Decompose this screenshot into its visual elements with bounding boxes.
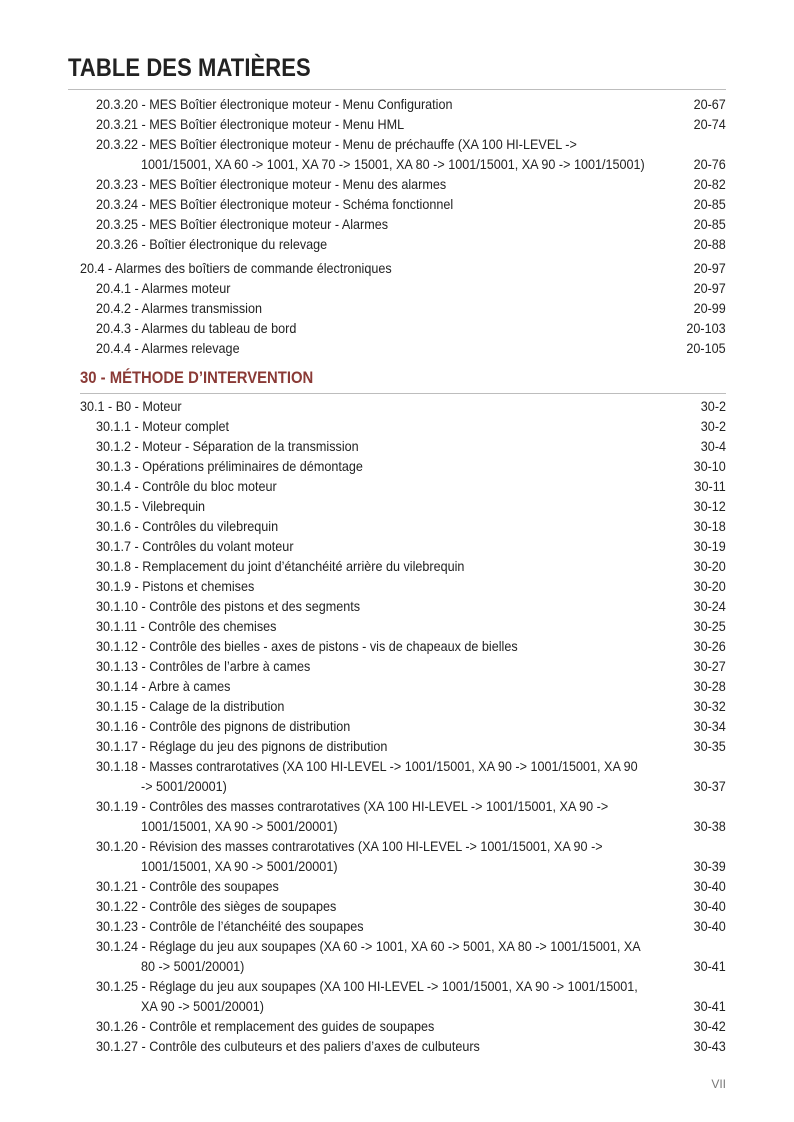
toc-entry[interactable]: [0, 636, 794, 656]
toc-entry-title: 80 -> 5001/20001): [141, 958, 245, 974]
toc-entry-title: 30.1.17 - Réglage du jeu des pignons de distribution: [96, 738, 388, 754]
toc-entry-title: 20.3.21 - MES Boîtier électronique moteur - Menu HML: [96, 116, 405, 132]
toc-entry-title: 30.1.3 - Opérations préliminaires de démontage: [96, 458, 363, 474]
toc-entry-title: 30.1.4 - Contrôle du bloc moteur: [96, 478, 277, 494]
toc-entry-page: 30-35: [693, 738, 726, 754]
toc-entry-page: 20-67: [693, 96, 726, 112]
toc-entry-title: 20.4 - Alarmes des boîtiers de commande électroniques: [80, 260, 392, 276]
toc-entry-title: 30.1.9 - Pistons et chemises: [96, 578, 255, 594]
toc-entry-title: 30.1.10 - Contrôle des pistons et des segments: [96, 598, 361, 614]
toc-entry-page: 30-41: [693, 998, 726, 1014]
toc-entry-title: 30.1.2 - Moteur - Séparation de la transmission: [96, 438, 359, 454]
toc-entry[interactable]: [0, 516, 794, 536]
toc-entry-page: 30-20: [693, 578, 726, 594]
toc-entry-page: 30-19: [693, 538, 726, 554]
toc-entry-continuation[interactable]: [0, 776, 794, 796]
toc-entry-page: 20-97: [693, 280, 726, 296]
toc-entry-title: 1001/15001, XA 90 -> 5001/20001): [141, 818, 338, 834]
toc-entry[interactable]: [0, 1036, 794, 1056]
toc-entry[interactable]: [0, 676, 794, 696]
toc-entry-title: 30.1.13 - Contrôles de l’arbre à cames: [96, 658, 311, 674]
toc-entry-page: 30-40: [693, 918, 726, 934]
toc-entry-title: 30.1.8 - Remplacement du joint d’étanchéité arrière du vilebrequin: [96, 558, 465, 574]
toc-entry[interactable]: [0, 258, 794, 278]
toc-entry[interactable]: [0, 134, 794, 154]
toc-entry[interactable]: [0, 496, 794, 516]
toc-entry-page: 20-97: [693, 260, 726, 276]
toc-entry[interactable]: [0, 556, 794, 576]
toc-entry-page: 30-28: [693, 678, 726, 694]
toc-entry[interactable]: [0, 396, 794, 416]
toc-entry-title: 30.1.21 - Contrôle des soupapes: [96, 878, 279, 894]
toc-entry-title: 30.1.1 - Moteur complet: [96, 418, 230, 434]
toc-entry-title: 30.1.18 - Masses contrarotatives (XA 100 HI-LEVEL -> 1001/15001, XA 90 -> 1001/15001, XA 90: [96, 758, 638, 774]
toc-entry-title: 30.1.11 - Contrôle des chemises: [96, 618, 277, 634]
toc-entry[interactable]: [0, 234, 794, 254]
toc-entry-page: 30-32: [693, 698, 726, 714]
toc-entry[interactable]: [0, 836, 794, 856]
toc-entry-title: 20.4.1 - Alarmes moteur: [96, 280, 231, 296]
toc-entry-continuation[interactable]: [0, 816, 794, 836]
toc-entry[interactable]: [0, 278, 794, 298]
toc-entry[interactable]: [0, 194, 794, 214]
toc-entry-page: 30-18: [693, 518, 726, 534]
toc-entry-page: 20-76: [693, 156, 726, 172]
toc-entry-page: 30-11: [694, 478, 726, 494]
toc-entry-page: 20-99: [693, 300, 726, 316]
toc-entry-title: 20.3.20 - MES Boîtier électronique moteur - Menu Configuration: [96, 96, 453, 112]
toc-entry-title: 20.4.3 - Alarmes du tableau de bord: [96, 320, 297, 336]
toc-entry-title: 20.3.22 - MES Boîtier électronique moteur - Menu de préchauffe (XA 100 HI-LEVEL ->: [96, 136, 577, 152]
toc-entry-page: 30-12: [693, 498, 726, 514]
toc-entry-continuation[interactable]: [0, 154, 794, 174]
toc-entry-title: XA 90 -> 5001/20001): [141, 998, 264, 1014]
toc-entry-title: 20.4.2 - Alarmes transmission: [96, 300, 262, 316]
toc-entry-title: 30.1.5 - Vilebrequin: [96, 498, 206, 514]
toc-entry[interactable]: [0, 796, 794, 816]
toc-entry-page: 30-10: [693, 458, 726, 474]
toc-entry-title: 30.1.16 - Contrôle des pignons de distribution: [96, 718, 351, 734]
toc-entry-page: 20-74: [693, 116, 726, 132]
toc-entry[interactable]: [0, 736, 794, 756]
toc-entry-title: 30.1.23 - Contrôle de l’étanchéité des soupapes: [96, 918, 364, 934]
toc-entry-page: 30-2: [700, 398, 726, 414]
toc-entry-page: 30-37: [693, 778, 726, 794]
toc-entry-title: 20.4.4 - Alarmes relevage: [96, 340, 240, 356]
toc-entry[interactable]: [0, 976, 794, 996]
toc-entry[interactable]: [0, 656, 794, 676]
toc-entry-title: 20.3.23 - MES Boîtier électronique moteur - Menu des alarmes: [96, 176, 447, 192]
toc-entry[interactable]: [0, 916, 794, 936]
toc-entry-title: 30.1.14 - Arbre à cames: [96, 678, 231, 694]
section-heading-30: 30 - MÉTHODE D’INTERVENTION: [80, 369, 314, 387]
toc-entry-title: 30.1.24 - Réglage du jeu aux soupapes (XA 60 -> 1001, XA 60 -> 5001, XA 80 -> 1001/15001, XA: [96, 938, 641, 954]
toc-entry-title: 30.1.22 - Contrôle des sièges de soupapes: [96, 898, 337, 914]
toc-entry[interactable]: [0, 338, 794, 358]
toc-entry-page: 20-103: [686, 320, 726, 336]
toc-entry-title: 30.1.27 - Contrôle des culbuteurs et des paliers d’axes de culbuteurs: [96, 1038, 480, 1054]
toc-entry-title: -> 5001/20001): [141, 778, 227, 794]
toc-entry-title: 30.1.26 - Contrôle et remplacement des guides de soupapes: [96, 1018, 435, 1034]
toc-entry-title: 30.1.6 - Contrôles du vilebrequin: [96, 518, 279, 534]
toc-entry[interactable]: [0, 174, 794, 194]
toc-entry[interactable]: [0, 1016, 794, 1036]
toc-entry-page: 30-34: [693, 718, 726, 734]
toc-entry[interactable]: [0, 94, 794, 114]
toc-entry-title: 30.1.19 - Contrôles des masses contrarotatives (XA 100 HI-LEVEL -> 1001/15001, XA 90 ->: [96, 798, 609, 814]
toc-entry[interactable]: [0, 318, 794, 338]
toc-entry-title: 30.1.20 - Révision des masses contrarotatives (XA 100 HI-LEVEL -> 1001/15001, XA 90 ->: [96, 838, 603, 854]
toc-entry[interactable]: [0, 696, 794, 716]
toc-entry-title: 30.1.15 - Calage de la distribution: [96, 698, 285, 714]
toc-entry[interactable]: [0, 456, 794, 476]
toc-entry-title: 30.1 - B0 - Moteur: [80, 398, 182, 414]
toc-entry-page: 20-85: [693, 196, 726, 212]
toc-entry[interactable]: [0, 114, 794, 134]
toc-entry-page: 30-24: [693, 598, 726, 614]
toc-entry-title: 20.3.25 - MES Boîtier électronique moteur - Alarmes: [96, 216, 389, 232]
toc-entry-page: 20-82: [693, 176, 726, 192]
toc-entry-title: 30.1.12 - Contrôle des bielles - axes de pistons - vis de chapeaux de bielles: [96, 638, 518, 654]
section-divider: [80, 393, 726, 394]
page-number: VII: [711, 1077, 726, 1091]
toc-entry[interactable]: [0, 416, 794, 436]
toc-entry-page: 20-88: [693, 236, 726, 252]
toc-entry-page: 30-40: [693, 878, 726, 894]
toc-entry[interactable]: [0, 876, 794, 896]
toc-entry-title: 20.3.26 - Boîtier électronique du relevage: [96, 236, 328, 252]
toc-entry[interactable]: [0, 756, 794, 776]
toc-entry-page: 30-26: [693, 638, 726, 654]
toc-entry-page: 30-38: [693, 818, 726, 834]
toc-entry-continuation[interactable]: [0, 856, 794, 876]
toc-entry-page: 30-27: [693, 658, 726, 674]
toc-entry-continuation[interactable]: [0, 956, 794, 976]
toc-entry-title: 1001/15001, XA 60 -> 1001, XA 70 -> 15001, XA 80 -> 1001/15001, XA 90 -> 1001/15001): [141, 156, 645, 172]
toc-entry[interactable]: [0, 476, 794, 496]
toc-entry[interactable]: [0, 436, 794, 456]
toc-entry[interactable]: [0, 936, 794, 956]
toc-entry-page: 20-85: [693, 216, 726, 232]
toc-entry[interactable]: [0, 596, 794, 616]
toc-entry-title: 20.3.24 - MES Boîtier électronique moteur - Schéma fonctionnel: [96, 196, 454, 212]
title-divider: [68, 89, 726, 90]
page-title: TABLE DES MATIÈRES: [68, 54, 311, 82]
toc-entry-page: 30-43: [693, 1038, 726, 1054]
toc-entry[interactable]: [0, 616, 794, 636]
toc-entry-page: 30-25: [693, 618, 726, 634]
toc-entry-page: 30-4: [700, 438, 726, 454]
toc-entry-title: 1001/15001, XA 90 -> 5001/20001): [141, 858, 338, 874]
toc-entry-page: 30-40: [693, 898, 726, 914]
toc-entry[interactable]: [0, 896, 794, 916]
toc-entry-page: 30-2: [700, 418, 726, 434]
toc-entry[interactable]: [0, 536, 794, 556]
toc-entry-page: 30-42: [693, 1018, 726, 1034]
toc-entry[interactable]: [0, 716, 794, 736]
toc-entry-page: 20-105: [686, 340, 726, 356]
toc-entry[interactable]: [0, 214, 794, 234]
toc-entry[interactable]: [0, 298, 794, 318]
toc-entry-continuation[interactable]: [0, 996, 794, 1016]
toc-entry-title: 30.1.7 - Contrôles du volant moteur: [96, 538, 294, 554]
toc-entry-page: 30-41: [693, 958, 726, 974]
toc-entry[interactable]: [0, 576, 794, 596]
toc-entry-page: 30-39: [693, 858, 726, 874]
toc-entry-page: 30-20: [693, 558, 726, 574]
toc-entry-title: 30.1.25 - Réglage du jeu aux soupapes (XA 100 HI-LEVEL -> 1001/15001, XA 90 -> 1001/15001,: [96, 978, 638, 994]
